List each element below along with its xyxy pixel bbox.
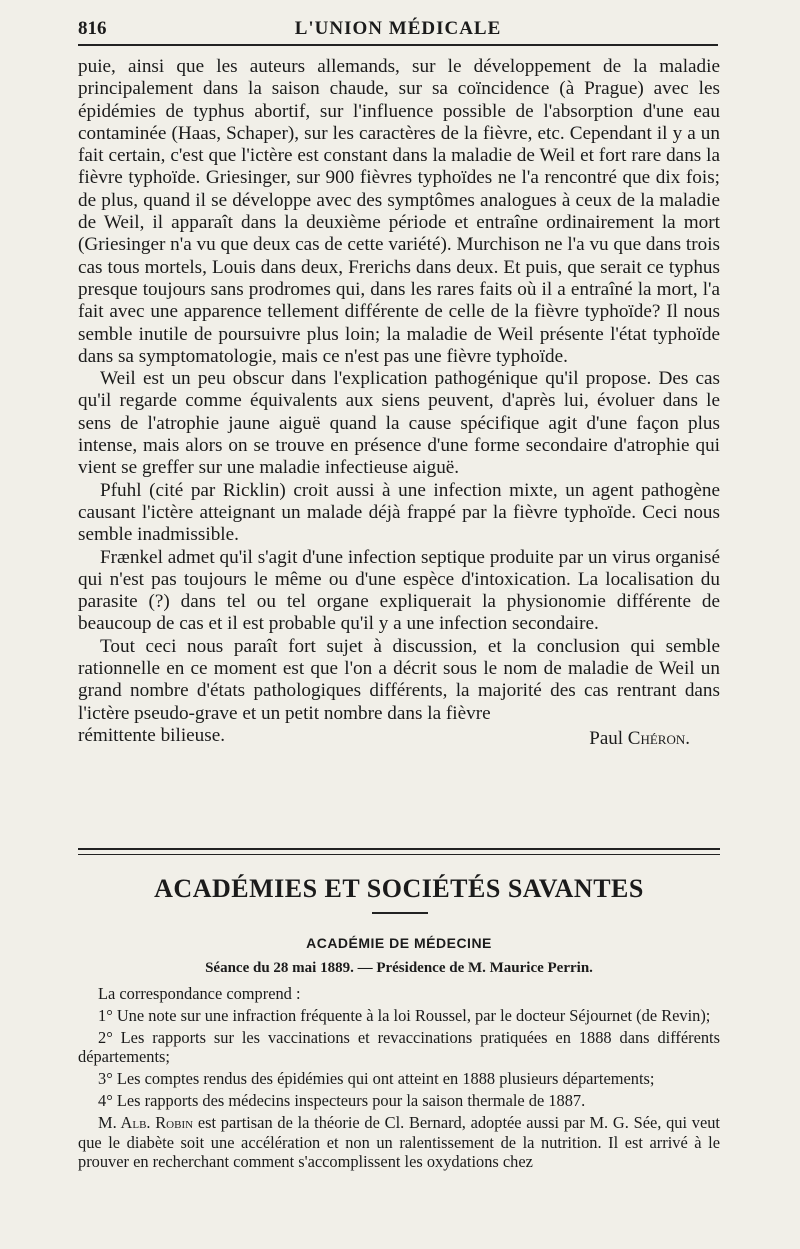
running-title: L'UNION MÉDICALE — [294, 18, 502, 39]
session-line: Séance du 28 mai 1889. — Présidence de M. Maurice Perrin. — [205, 960, 593, 976]
correspondence-block — [78, 984, 720, 1174]
page-number: 816 — [78, 18, 107, 39]
correspondence-item: 1° Une note sur une infraction fréquente à la loi Roussel, par le docteur Séjournet (de Revin); — [98, 1005, 711, 1025]
correspondence-item: 4° Les rapports des médecins inspecteurs pour la saison thermale de 1887. — [98, 1090, 586, 1110]
article-paragraph: Pfuhl (cité par Ricklin) croit aussi à une infection mixte, un agent pathogène causant l'ictère atteignant un malade déjà frappé par la fièvre typhoïde. Ceci nous semble inadmissible. — [78, 479, 720, 546]
academy-subheading: ACADÉMIE DE MÉDECINE — [306, 935, 492, 951]
article-paragraph: puie, ainsi que les auteurs allemands, sur le développement de la maladie principalement dans la saison chaude, sur sa coïncidence (à Prague) avec les épidémies de typhus abortif, sur l'influence possible de l'absorption d'une eau contaminée (Haas, Schaper), sur les caractères de la fièvre, etc. Cependant il y a un fait certain, c'est que l'ictère est constant dans la maladie de Weil et fort rare dans la fièvre typhoïde. Griesinger, sur 900 fièvres typhoïdes ne l'a rencontré que dix fois; de plus, quand il se développe avec des symptômes analogues à ceux de la maladie de Weil, il apparaît dans la deuxième période et entraîne ordinairement la mort (Griesinger n'a vu que deux cas de cette variété). Murchison ne l'a vu que dans trois cas tous mortels, Louis dans deux, Frerichs dans deux. Et puis, que serait ce typhus presque toujours sans prodromes qui, dans les rares faits où il a entraîné la mort, l'a fait avec une apparence tellement différente de celle de la fièvre typhoïde? Il nous semble inutile de poursuivre plus loin; la maladie de Weil présente l'état typhoïde dans sa symptomatologie, mais ce n'est pas une fièvre typhoïde. — [78, 56, 721, 367]
signature-first-name: Paul — [589, 727, 624, 749]
section-heading: ACADÉMIES ET SOCIÉTÉS SAVANTES — [154, 874, 644, 903]
article-paragraph: Weil est un peu obscur dans l'explication pathogénique qu'il propose. Des cas qu'il regarde comme équivalents aux siens peuvent, d'après lui, évoluer dans le sens de l'atrophie jaune aiguë quand la cause spécifique agit d'une façon plus intense, mais alors on se trouve en présence d'une forme secondaire d'atrophie qui vient se greffer sur une maladie infectieuse aiguë. — [78, 368, 720, 479]
page-header — [78, 14, 718, 42]
section-divider — [78, 848, 720, 855]
article-body — [78, 56, 720, 747]
author-signature — [589, 728, 690, 750]
signature-last-name: Chéron. — [627, 727, 690, 749]
header-rule — [78, 44, 718, 46]
correspondence-item: 2° Les rapports sur les vaccinations et revaccinations pratiquées en 1888 dans différents départements; — [78, 1027, 720, 1067]
heading-underline — [372, 912, 428, 914]
robin-name: M. Alb. Robin — [98, 1112, 194, 1132]
article-paragraph: Tout ceci nous paraît fort sujet à discussion, et la conclusion qui semble rationnelle en ce moment est que l'on a décrit sous le nom de maladie de Weil un grand nombre d'états pathologiques différents, la majorité des cas rentrant dans l'ictère pseudo-grave et un petit nombre dans la fièvre — [78, 635, 720, 724]
correspondence-intro: La correspondance comprend : — [98, 984, 301, 1003]
robin-paragraph — [78, 1113, 720, 1172]
article-paragraph: Frænkel admet qu'il s'agit d'une infection septique produite par un virus organisé qui n'est pas toujours le même ou d'une espèce d'intoxication. La localisation du parasite (?) dans tel ou tel organe expliquerait la physionomie différente de beaucoup de cas et il est probable qu'il y a une infection secondaire. — [78, 546, 720, 635]
robin-text: est partisan de la théorie de Cl. Bernard, adoptée aussi par M. G. Sée, qui veut que le diabète soit une accélération et non un ralentissement de la nutrition. Il est arrivé à le prouver en recherchant comment s'accomplissent les oxydations chez — [78, 1112, 720, 1172]
correspondence-item: 3° Les comptes rendus des épidémies qui ont atteint en 1888 plusieurs départements; — [98, 1069, 655, 1089]
article-last-line: rémittente bilieuse. — [78, 724, 226, 746]
signature-row — [78, 725, 720, 747]
